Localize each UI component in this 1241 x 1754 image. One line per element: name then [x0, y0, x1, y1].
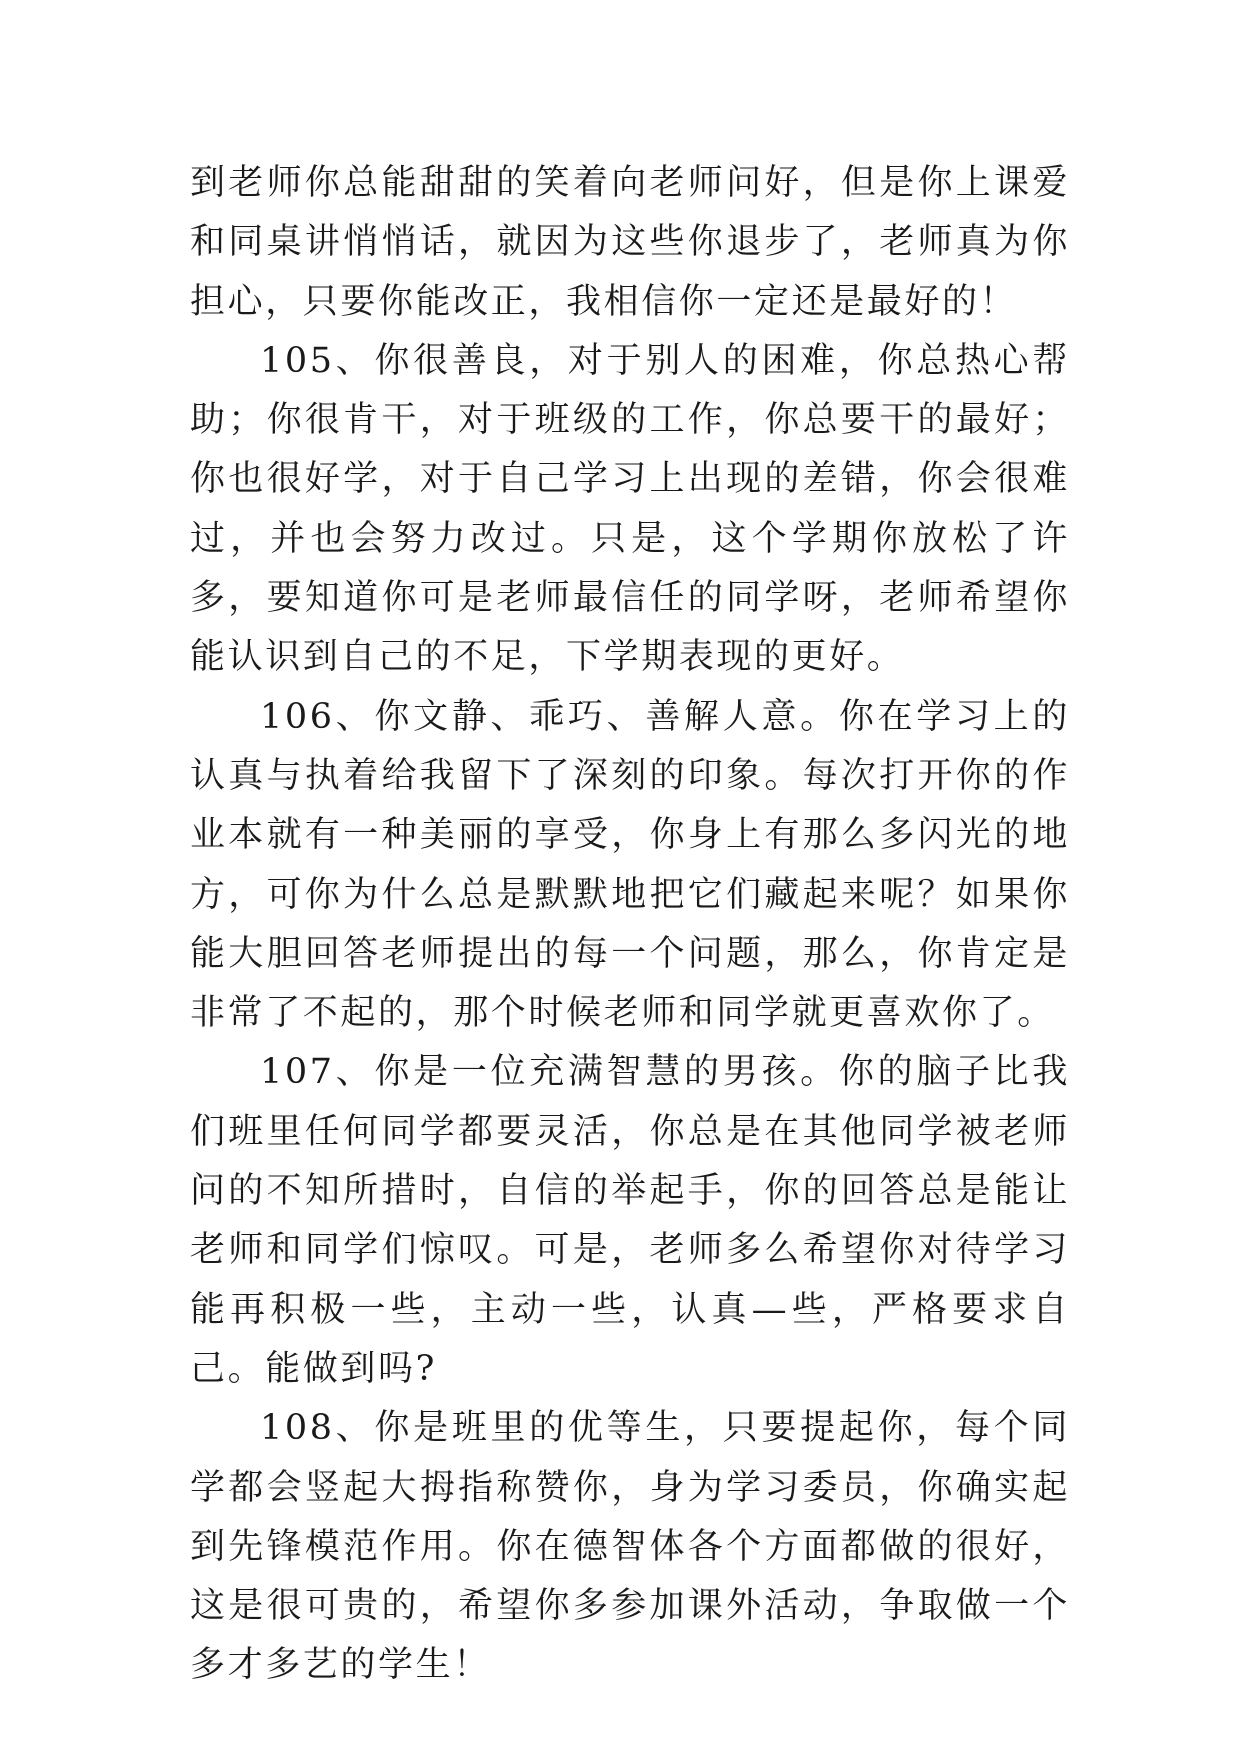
paragraph-108: 108、你是班里的优等生，只要提起你，每个同学都会竖起大拇指称赞你，身为学习委员，你确实起到先锋模范作用。你在德智体各个方面都做的很好，这是很可贵的，希望你多参加课外活动，争取做一个多才多艺的学生！ — [190, 1408, 1070, 1686]
document-body — [190, 154, 1070, 1696]
paragraph-106: 106、你文静、乖巧、善解人意。你在学习上的认真与执着给我留下了深刻的印象。每次打开你的作业本就有一种美丽的享受，你身上有那么多闪光的地方，可你为什么总是默默地把它们藏起来呢？如果你能大胆回答老师提出的每一个问题，那么，你肯定是非常了不起的，那个时候老师和同学就更喜欢你了。 — [190, 696, 1070, 1034]
paragraph-107: 107、你是一位充满智慧的男孩。你的脑子比我们班里任何同学都要灵活，你总是在其他同学被老师问的不知所措时，自信的举起手，你的回答总是能让老师和同学们惊叹。可是，老师多么希望你对待学习能再积极一些，主动一些，认真—些，严格要求自己。能做到吗? — [190, 1052, 1070, 1389]
paragraph-104-continuation: 到老师你总能甜甜的笑着向老师问好，但是你上课爱和同桌讲悄悄话，就因为这些你退步了，老师真为你担心，只要你能改正，我相信你一定还是最好的！ — [190, 163, 1070, 322]
paragraph-105: 105、你很善良，对于别人的困难，你总热心帮助；你很肯干，对于班级的工作，你总要干的最好；你也很好学，对于自己学习上出现的差错，你会很难过，并也会努力改过。只是，这个学期你放松了许多，要知道你可是老师最信任的同学呀，老师希望你能认识到自己的不足，下学期表现的更好。 — [190, 340, 1070, 678]
